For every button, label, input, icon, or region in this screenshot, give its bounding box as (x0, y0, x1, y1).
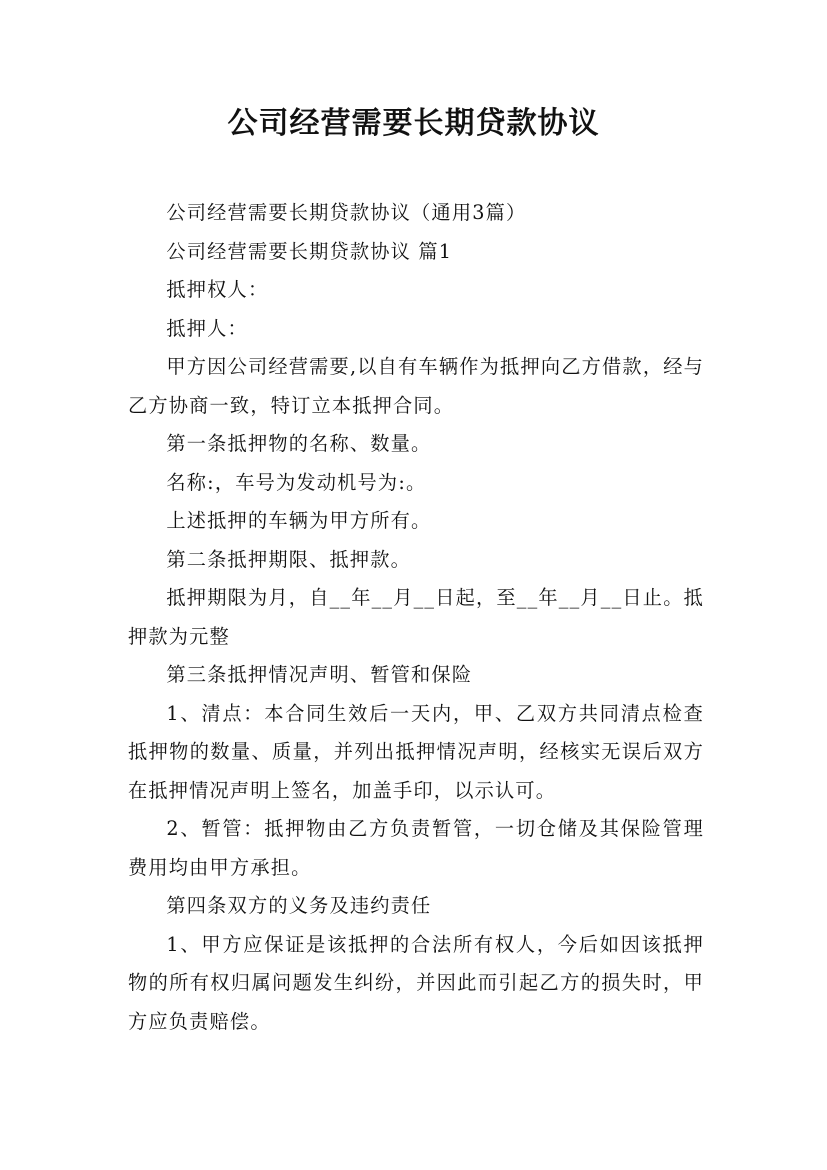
document-title: 公司经营需要长期贷款协议 (227, 106, 600, 141)
paragraph: 第三条抵押情况声明、暂管和保险 (166, 663, 473, 686)
document-body (128, 194, 704, 1041)
paragraph: 1、甲方应保证是该抵押的合法所有权人，今后如因该抵押物的所有权归属问题发生纠纷，并因此而引起乙方的损失时，甲方应负责赔偿。 (128, 932, 704, 1033)
paragraph: 1、清点：本合同生效后一天内，甲、乙双方共同清点检查抵押物的数量、质量，并列出抵押情况声明，经核实无误后双方在抵押情况声明上签名，加盖手印，以示认可。 (128, 701, 704, 802)
paragraph: 甲方因公司经营需要,以自有车辆作为抵押向乙方借款，经与乙方协商一致，特订立本抵押合同。 (128, 355, 704, 417)
paragraph: 公司经营需要长期贷款协议 篇1 (166, 239, 453, 263)
paragraph: 抵押人： (166, 316, 248, 340)
paragraph: 第二条抵押期限、抵押款。 (166, 547, 412, 571)
paragraph: 公司经营需要长期贷款协议（通用3篇） (166, 201, 527, 224)
paragraph: 上述抵押的车辆为甲方所有。 (166, 509, 432, 532)
paragraph: 2、暂管：抵押物由乙方负责暂管，一切仓储及其保险管理费用均由甲方承担。 (128, 817, 704, 879)
paragraph: 抵押期限为月，自__年__月__日起，至__年__月__日止。抵押款为元整 (128, 586, 704, 648)
paragraph: 第一条抵押物的名称、数量。 (166, 432, 432, 455)
paragraph: 第四条双方的义务及违约责任 (166, 894, 432, 917)
paragraph: 名称:，车号为发动机号为:。 (166, 470, 427, 494)
paragraph: 抵押权人： (166, 278, 269, 301)
